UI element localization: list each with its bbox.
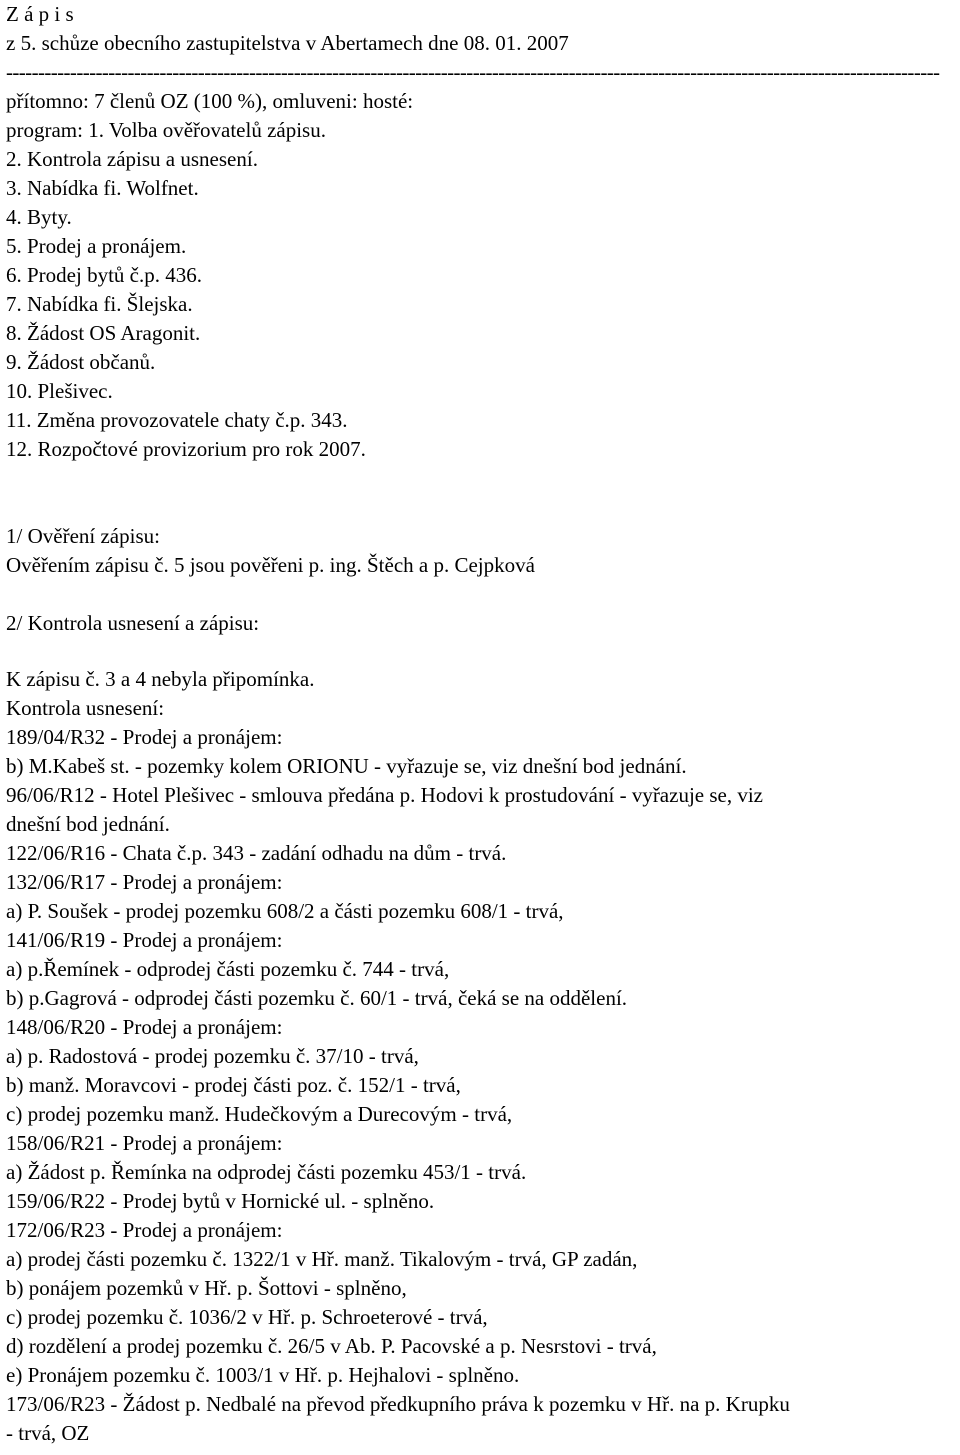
program-item: 2. Kontrola zápisu a usnesení. bbox=[6, 147, 258, 171]
control-line: a) p.Řemínek - odprodej části pozemku č. 744 - trvá, bbox=[6, 957, 450, 981]
control-line: b) manž. Moravcovi - prodej části poz. č. 152/1 - trvá, bbox=[6, 1073, 461, 1097]
spacer bbox=[6, 638, 956, 665]
program-item: 5. Prodej a pronájem. bbox=[6, 234, 187, 258]
control-line: 158/06/R21 - Prodej a pronájem: bbox=[6, 1131, 283, 1155]
control-line: 189/04/R32 - Prodej a pronájem: bbox=[6, 725, 283, 749]
control-line: a) Žádost p. Řemínka na odprodej části pozemku 453/1 - trvá. bbox=[6, 1160, 527, 1184]
section-control bbox=[6, 609, 956, 1448]
control-line: 173/06/R23 - Žádost p. Nedbalé na převod předkupního práva k pozemku v Hř. na p. Krupku bbox=[6, 1392, 790, 1416]
control-line: c) prodej pozemku manž. Hudečkovým a Durecovým - trvá, bbox=[6, 1102, 513, 1126]
control-line: a) P. Soušek - prodej pozemku 608/2 a části pozemku 608/1 - trvá, bbox=[6, 899, 564, 923]
control-line: K zápisu č. 3 a 4 nebyla připomínka. bbox=[6, 667, 315, 691]
control-line: 141/06/R19 - Prodej a pronájem: bbox=[6, 928, 283, 952]
control-line: 132/06/R17 - Prodej a pronájem: bbox=[6, 870, 283, 894]
control-line: e) Pronájem pozemku č. 1003/1 v Hř. p. Hejhalovi - splněno. bbox=[6, 1363, 520, 1387]
control-line: a) p. Radostová - prodej pozemku č. 37/10 - trvá, bbox=[6, 1044, 419, 1068]
control-line: a) prodej části pozemku č. 1322/1 v Hř. manž. Tikalovým - trvá, GP zadán, bbox=[6, 1247, 638, 1271]
control-line: d) rozdělení a prodej pozemku č. 26/5 v Ab. P. Pacovské a p. Nesrstovi - trvá, bbox=[6, 1334, 657, 1358]
control-line: 122/06/R16 - Chata č.p. 343 - zadání odhadu na dům - trvá. bbox=[6, 841, 507, 865]
document-title: Z á p i s bbox=[6, 2, 74, 26]
control-line: dnešní bod jednání. bbox=[6, 812, 170, 836]
control-line: b) ponájem pozemků v Hř. p. Šottovi - splněno, bbox=[6, 1276, 407, 1300]
separator-line: -------------------------------------------------------------------------------------------------------------------------------------------------- bbox=[6, 60, 940, 84]
control-line: - trvá, OZ bbox=[6, 1421, 90, 1445]
control-line: Kontrola usnesení: bbox=[6, 696, 165, 720]
program-list bbox=[6, 116, 956, 464]
spacer bbox=[6, 580, 956, 609]
program-item: 6. Prodej bytů č.p. 436. bbox=[6, 263, 202, 287]
control-line: 172/06/R23 - Prodej a pronájem: bbox=[6, 1218, 283, 1242]
program-item: 4. Byty. bbox=[6, 205, 72, 229]
spacer bbox=[6, 464, 956, 493]
program-item: 7. Nabídka fi. Šlejska. bbox=[6, 292, 193, 316]
document-subtitle: z 5. schůze obecního zastupitelstva v Abertamech dne 08. 01. 2007 bbox=[6, 31, 569, 55]
control-line: 148/06/R20 - Prodej a pronájem: bbox=[6, 1015, 283, 1039]
control-line: c) prodej pozemku č. 1036/2 v Hř. p. Schroeterové - trvá, bbox=[6, 1305, 488, 1329]
control-line: b) p.Gagrová - odprodej části pozemku č. 60/1 - trvá, čeká se na oddělení. bbox=[6, 986, 628, 1010]
attendance-line: přítomno: 7 členů OZ (100 %), omluveni: hosté: bbox=[6, 89, 414, 113]
section-text: Ověřením zápisu č. 5 jsou pověřeni p. ing. Štěch a p. Cejpková bbox=[6, 553, 535, 577]
program-item: 9. Žádost občanů. bbox=[6, 350, 156, 374]
program-item: 8. Žádost OS Aragonit. bbox=[6, 321, 201, 345]
spacer bbox=[6, 493, 956, 522]
program-item: 10. Plešivec. bbox=[6, 379, 113, 403]
program-item: program: 1. Volba ověřovatelů zápisu. bbox=[6, 118, 326, 142]
program-item: 11. Změna provozovatele chaty č.p. 343. bbox=[6, 408, 348, 432]
section-verification bbox=[6, 522, 956, 580]
control-line: 159/06/R22 - Prodej bytů v Hornické ul. - splněno. bbox=[6, 1189, 435, 1213]
program-item: 12. Rozpočtové provizorium pro rok 2007. bbox=[6, 437, 366, 461]
control-line: b) M.Kabeš st. - pozemky kolem ORIONU - vyřazuje se, viz dnešní bod jednání. bbox=[6, 754, 687, 778]
program-item: 3. Nabídka fi. Wolfnet. bbox=[6, 176, 199, 200]
control-line: 96/06/R12 - Hotel Plešivec - smlouva předána p. Hodovi k prostudování - vyřazuje se, viz bbox=[6, 783, 764, 807]
section-heading: 1/ Ověření zápisu: bbox=[6, 524, 160, 548]
section-heading: 2/ Kontrola usnesení a zápisu: bbox=[6, 611, 260, 635]
document-page bbox=[6, 0, 956, 1448]
